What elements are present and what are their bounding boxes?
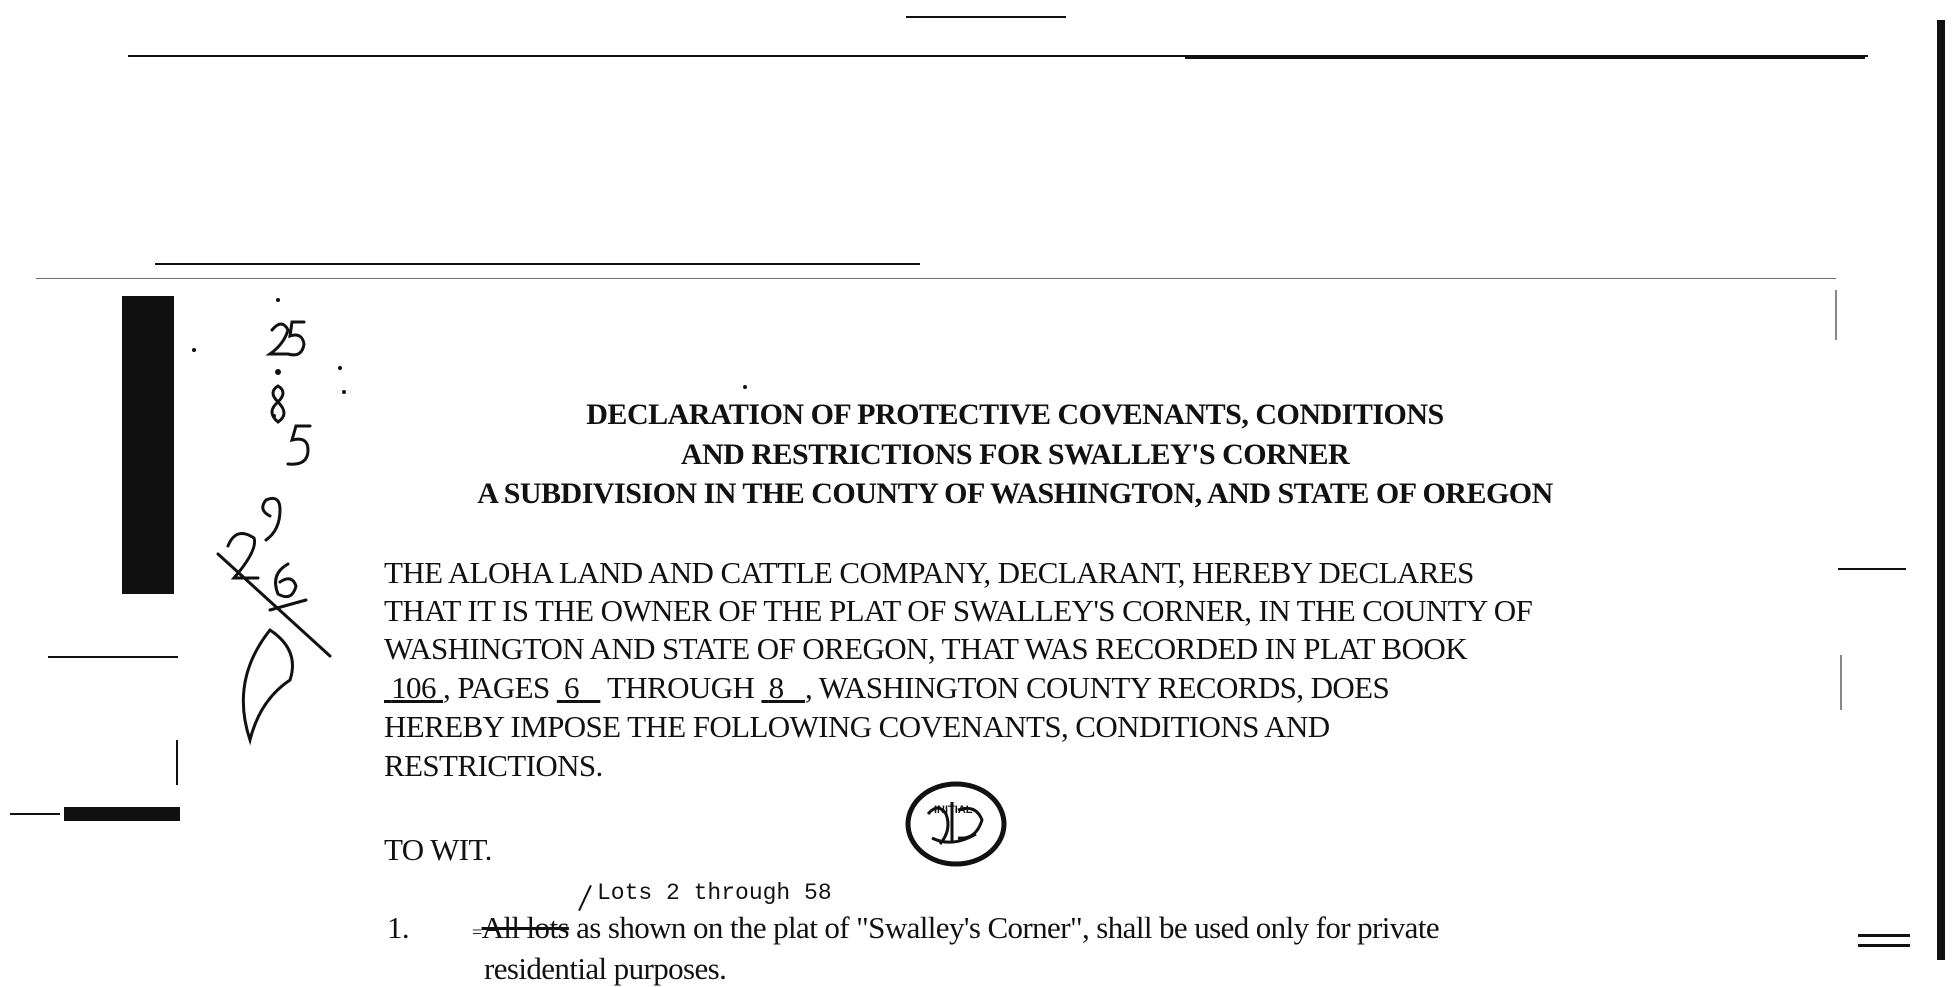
left-margin-rule-2 xyxy=(10,813,60,815)
initial-seal xyxy=(902,780,1014,872)
scan-line-top-1 xyxy=(906,16,1066,18)
scan-line-left xyxy=(36,278,1836,279)
title-line-3: A SUBDIVISION IN THE COUNTY OF WASHINGTON, AND STATE OF OREGON xyxy=(477,477,1553,510)
left-margin-rule-1 xyxy=(48,656,178,658)
title-line-2: AND RESTRICTIONS FOR SWALLEY'S CORNER xyxy=(680,438,1350,471)
insert-caret xyxy=(578,885,592,911)
scan-line-mid xyxy=(155,263,920,265)
handwritten-loop xyxy=(243,630,292,740)
handwritten-6 xyxy=(276,564,296,597)
initial-seal-label: INITIAL xyxy=(934,804,973,816)
date-stamp: MAR 0 7 1997 xyxy=(134,319,165,513)
to-wit: TO WIT. xyxy=(384,832,492,867)
scan-line-top-3 xyxy=(1185,55,1865,59)
left-vertical-tick xyxy=(176,740,178,785)
preamble-line-6: RESTRICTIONS. xyxy=(384,748,603,783)
handwritten-notes xyxy=(210,310,350,750)
title-line-1: DECLARATION OF PROTECTIVE COVENANTS, CONDITIONS xyxy=(586,398,1444,431)
plat-book-number: 106 xyxy=(391,670,436,705)
right-vertical-tick-1 xyxy=(1835,290,1837,340)
right-vertical-tick-2 xyxy=(1840,655,1842,710)
clause-1-continuation: residential purposes. xyxy=(484,951,727,986)
right-margin-rule-3 xyxy=(1858,944,1910,947)
handwritten-strike xyxy=(218,554,330,656)
stray-dot-2 xyxy=(743,385,747,389)
preamble-line-1: THE ALOHA LAND AND CATTLE COMPANY, DECLARANT, HEREBY DECLARES xyxy=(384,555,1474,590)
preamble-line-4: 106 , PAGES 6 THROUGH 8 , WASHINGTON COUNTY RECORDS, DOES xyxy=(384,670,1389,706)
stray-dot-3 xyxy=(192,348,196,352)
preamble-line-3: WASHINGTON AND STATE OF OREGON, THAT WAS RECORDED IN PLAT BOOK xyxy=(384,631,1467,666)
left-margin-block xyxy=(64,807,180,821)
clause-1-insert: Lots 2 through 58 xyxy=(597,880,832,906)
stray-dot-1 xyxy=(276,298,280,302)
clause-1-number: 1. xyxy=(387,910,410,945)
page-from: 6 xyxy=(563,670,579,705)
clause-1-text: =All lots as shown on the plat of "Swalley's Corner", shall be used only for private xyxy=(472,910,1440,945)
clause-1-struck: All lots xyxy=(481,910,569,945)
preamble-line-2: THAT IT IS THE OWNER OF THE PLAT OF SWALLEY'S CORNER, IN THE COUNTY OF xyxy=(384,593,1533,628)
preamble-line-5: HEREBY IMPOSE THE FOLLOWING COVENANTS, CONDITIONS AND xyxy=(384,709,1330,744)
handwritten-25 xyxy=(270,322,304,355)
right-margin-rule-2 xyxy=(1858,934,1910,937)
page-to: 8 xyxy=(768,670,784,705)
right-margin-rule-1 xyxy=(1838,568,1906,570)
